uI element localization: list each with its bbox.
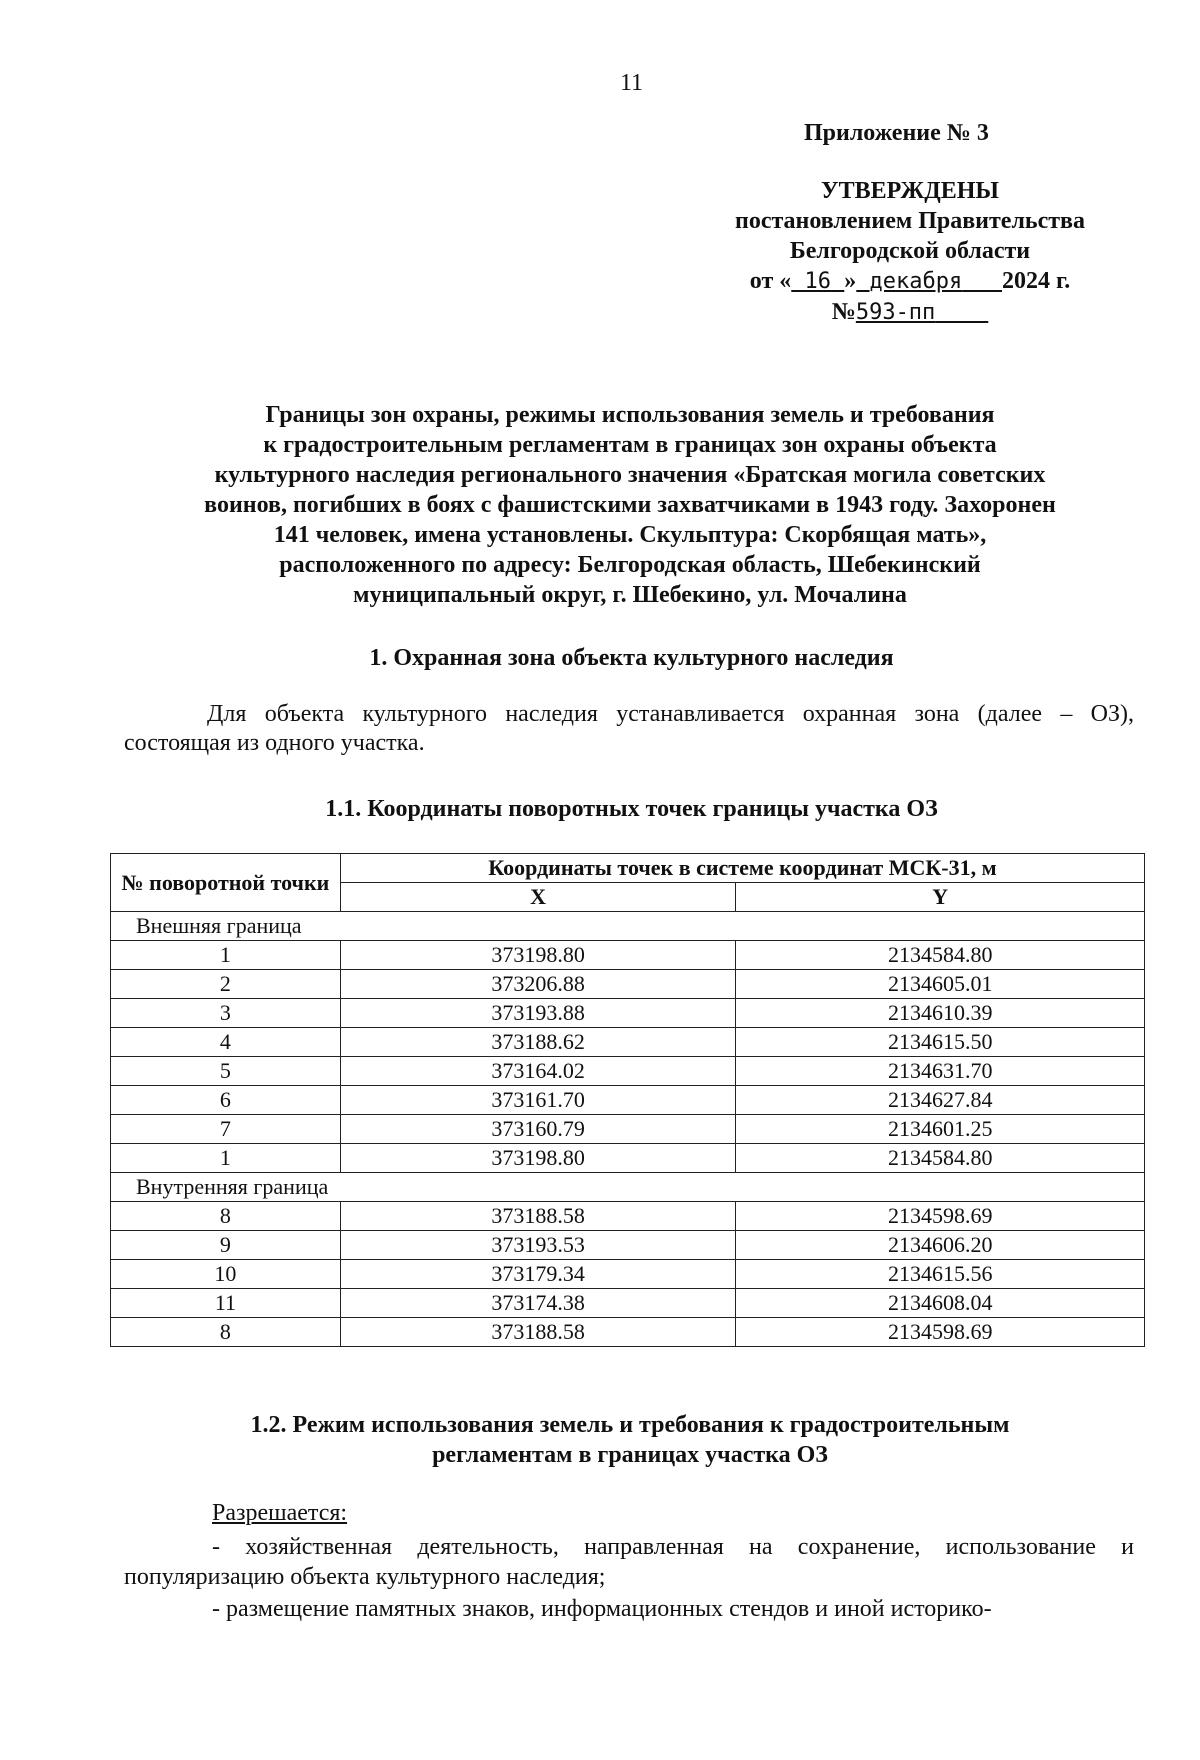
date-month: декабря: [869, 269, 963, 294]
table-row: [111, 999, 1145, 1028]
outer-boundary-label: Внешняя граница: [111, 912, 1145, 941]
table-row: [111, 1086, 1145, 1115]
section12-heading-line: регламентам в границах участка ОЗ: [432, 1442, 828, 1468]
y-value: 2134584.80: [736, 1144, 1145, 1173]
date-day: 16: [804, 269, 832, 294]
point-number: 11: [111, 1289, 341, 1318]
table-row: [111, 1231, 1145, 1260]
approved-by-line2: Белгородской области: [789, 238, 1031, 264]
x-value: 373164.02: [340, 1057, 736, 1086]
point-number: 8: [111, 1318, 341, 1347]
number-prefix: №: [831, 299, 856, 325]
document-title: [130, 400, 1130, 610]
point-number: 6: [111, 1086, 341, 1115]
y-value: 2134608.04: [736, 1289, 1145, 1318]
allowed-item-text: - размещение памятных знаков, информационных стендов и иной историко-: [212, 1596, 992, 1622]
x-value: 373198.80: [340, 1144, 736, 1173]
y-value: 2134627.84: [736, 1086, 1145, 1115]
x-value: 373179.34: [340, 1260, 736, 1289]
document-number: 593-пп: [855, 300, 936, 325]
table-row: [111, 1260, 1145, 1289]
approval-block: [690, 118, 1130, 328]
x-value: 373193.53: [340, 1231, 736, 1260]
y-value: 2134606.20: [736, 1231, 1145, 1260]
y-value: 2134601.25: [736, 1115, 1145, 1144]
title-line: муниципальный округ, г. Шебекино, ул. Мочалина: [353, 582, 907, 608]
allowed-item-2: [124, 1594, 1134, 1624]
point-number: 10: [111, 1260, 341, 1289]
x-value: 373193.88: [340, 999, 736, 1028]
title-line: воинов, погибших в боях с фашистскими захватчиками в 1943 году. Захоронен: [204, 492, 1056, 518]
point-number: 1: [111, 1144, 341, 1173]
table-row: [111, 941, 1145, 970]
table-row: [111, 1115, 1145, 1144]
table-heading: 1.1. Координаты поворотных точек границы участка ОЗ: [325, 796, 938, 822]
y-value: 2134631.70: [736, 1057, 1145, 1086]
table-row: [111, 1318, 1145, 1347]
allowed-item-1: [124, 1532, 1134, 1592]
date-mid: »: [844, 268, 857, 294]
x-value: 373206.88: [340, 970, 736, 999]
header-x: X: [340, 883, 736, 912]
approved-by-line1: постановлением Правительства: [734, 208, 1085, 234]
title-line: культурного наследия регионального значения «Братская могила советских: [214, 462, 1046, 488]
section1-heading: 1. Охранная зона объекта культурного наследия: [369, 645, 894, 671]
title-line: 141 человек, имена установлены. Скульптура: Скорбящая мать»,: [273, 522, 987, 548]
coordinates-table: [110, 853, 1145, 1347]
y-value: 2134598.69: [736, 1318, 1145, 1347]
y-value: 2134615.50: [736, 1028, 1145, 1057]
section12-heading: [150, 1410, 1110, 1470]
y-value: 2134584.80: [736, 941, 1145, 970]
header-coordinates: Координаты точек в системе координат МСК-31, м: [340, 854, 1144, 883]
table-row: [111, 1144, 1145, 1173]
approval-date: [690, 266, 1130, 297]
title-line: расположенного по адресу: Белгородская область, Шебекинский: [279, 552, 981, 578]
table-row: [111, 1202, 1145, 1231]
x-value: 373161.70: [340, 1086, 736, 1115]
table-row: [111, 970, 1145, 999]
y-value: 2134615.56: [736, 1260, 1145, 1289]
y-value: 2134598.69: [736, 1202, 1145, 1231]
annex-label: Приложение № 3: [804, 120, 989, 146]
approval-number: [690, 297, 1130, 328]
date-prefix: от «: [749, 268, 792, 294]
title-line: Границы зон охраны, режимы использования земель и требования: [265, 402, 995, 428]
y-value: 2134605.01: [736, 970, 1145, 999]
point-number: 3: [111, 999, 341, 1028]
approved-label: УТВЕРЖДЕНЫ: [821, 178, 999, 204]
section12-heading-line: 1.2. Режим использования земель и требования к градостроительным: [250, 1412, 1010, 1438]
x-value: 373198.80: [340, 941, 736, 970]
header-y: Y: [736, 883, 1145, 912]
allowed-label: Разрешается:: [212, 1500, 348, 1526]
x-value: 373188.58: [340, 1202, 736, 1231]
title-line: к градостроительным регламентам в границах зон охраны объекта: [263, 432, 997, 458]
point-number: 2: [111, 970, 341, 999]
point-number: 1: [111, 941, 341, 970]
table-row: [111, 1028, 1145, 1057]
point-number: 4: [111, 1028, 341, 1057]
allowed-item-text: - хозяйственная деятельность, направленная на сохранение, использование и популяризацию объекта культурного наследия;: [124, 1534, 1134, 1590]
header-point-number: № поворотной точки: [111, 854, 341, 912]
table-row: [111, 1057, 1145, 1086]
inner-boundary-label: Внутренняя граница: [111, 1173, 1145, 1202]
x-value: 373188.58: [340, 1318, 736, 1347]
y-value: 2134610.39: [736, 999, 1145, 1028]
table-row: [111, 1289, 1145, 1318]
section1-paragraph-text: Для объекта культурного наследия устанавливается охранная зона (далее – ОЗ), состоящая из одного участка.: [124, 701, 1134, 756]
date-year: 2024 г.: [1002, 268, 1071, 294]
section1-paragraph: [124, 700, 1134, 758]
point-number: 5: [111, 1057, 341, 1086]
point-number: 9: [111, 1231, 341, 1260]
page-number: 11: [619, 70, 644, 96]
point-number: 7: [111, 1115, 341, 1144]
x-value: 373188.62: [340, 1028, 736, 1057]
point-number: 8: [111, 1202, 341, 1231]
x-value: 373160.79: [340, 1115, 736, 1144]
x-value: 373174.38: [340, 1289, 736, 1318]
